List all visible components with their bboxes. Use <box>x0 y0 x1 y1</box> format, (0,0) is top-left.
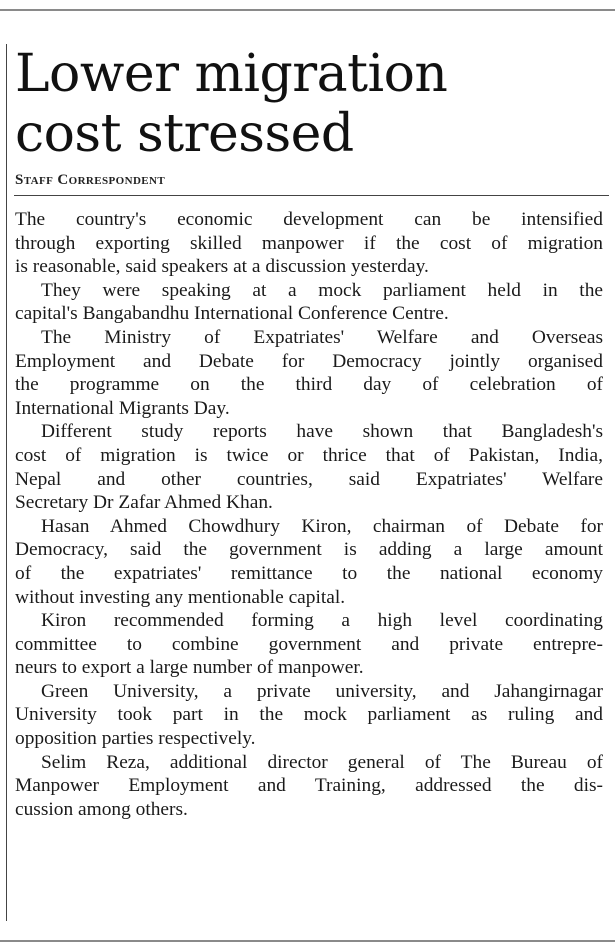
paragraph-line: through exporting skilled manpower if the cost of migration <box>15 232 603 254</box>
article-body <box>15 208 603 821</box>
paragraph-line: cussion among others. <box>15 798 188 820</box>
paragraph-line: Green University, a private university, and Jahangirnagar <box>41 680 603 702</box>
column-rule <box>6 44 7 921</box>
paragraph-line: University took part in the mock parliament as ruling and <box>15 704 603 726</box>
headline-line-2: cost stressed <box>15 104 354 164</box>
paragraph-line: opposition parties respectively. <box>15 728 256 750</box>
paragraph-line: Democracy, said the government is adding a large amount <box>15 539 603 561</box>
article-paragraph <box>15 609 603 680</box>
paragraph-line: The country's economic development can be intensified <box>15 209 603 230</box>
article-paragraph <box>15 208 603 279</box>
headline <box>15 44 447 164</box>
paragraph-line: Selim Reza, additional director general of The Bureau of <box>41 751 603 773</box>
paragraph-line: the programme on the third day of celebration of <box>15 374 603 396</box>
article-paragraph <box>15 680 603 751</box>
article-paragraph <box>15 326 603 420</box>
paragraph-line: The Ministry of Expatriates' Welfare and Overseas <box>41 326 603 348</box>
paragraph-line: Secretary Dr Zafar Ahmed Khan. <box>15 492 273 514</box>
bottom-rule <box>0 940 615 942</box>
paragraph-line: Manpower Employment and Training, addressed the dis- <box>15 775 603 797</box>
article-paragraph <box>15 515 603 609</box>
paragraph-line: Employment and Debate for Democracy jointly organised <box>15 350 603 372</box>
article-paragraph <box>15 420 603 514</box>
paragraph-line: Kiron recommended forming a high level coordinating <box>41 610 603 632</box>
paragraph-line: of the expatriates' remittance to the national economy <box>15 562 603 584</box>
paragraph-line: International Migrants Day. <box>15 397 230 419</box>
paragraph-line: cost of migration is twice or thrice that of Pakistan, India, <box>15 444 603 466</box>
article-paragraph <box>15 279 603 326</box>
byline: Staff Correspondent <box>15 172 166 188</box>
paragraph-line: Nepal and other countries, said Expatriates' Welfare <box>15 468 603 490</box>
paragraph-line: committee to combine government and private entrepre- <box>15 633 603 655</box>
paragraph-line: without investing any mentionable capital. <box>15 586 346 608</box>
paragraph-line: They were speaking at a mock parliament held in the <box>41 279 603 301</box>
paragraph-line: is reasonable, said speakers at a discussion yesterday. <box>15 256 429 278</box>
paragraph-line: Hasan Ahmed Chowdhury Kiron, chairman of Debate for <box>41 515 603 537</box>
paragraph-line: capital's Bangabandhu International Conference Centre. <box>15 303 449 325</box>
headline-line-1: Lower migration <box>15 44 448 104</box>
paragraph-line: Different study reports have shown that Bangladesh's <box>41 421 603 443</box>
top-rule <box>0 9 615 11</box>
article-paragraph <box>15 751 603 822</box>
byline-divider <box>14 195 609 196</box>
paragraph-line: neurs to export a large number of manpower. <box>15 657 364 679</box>
